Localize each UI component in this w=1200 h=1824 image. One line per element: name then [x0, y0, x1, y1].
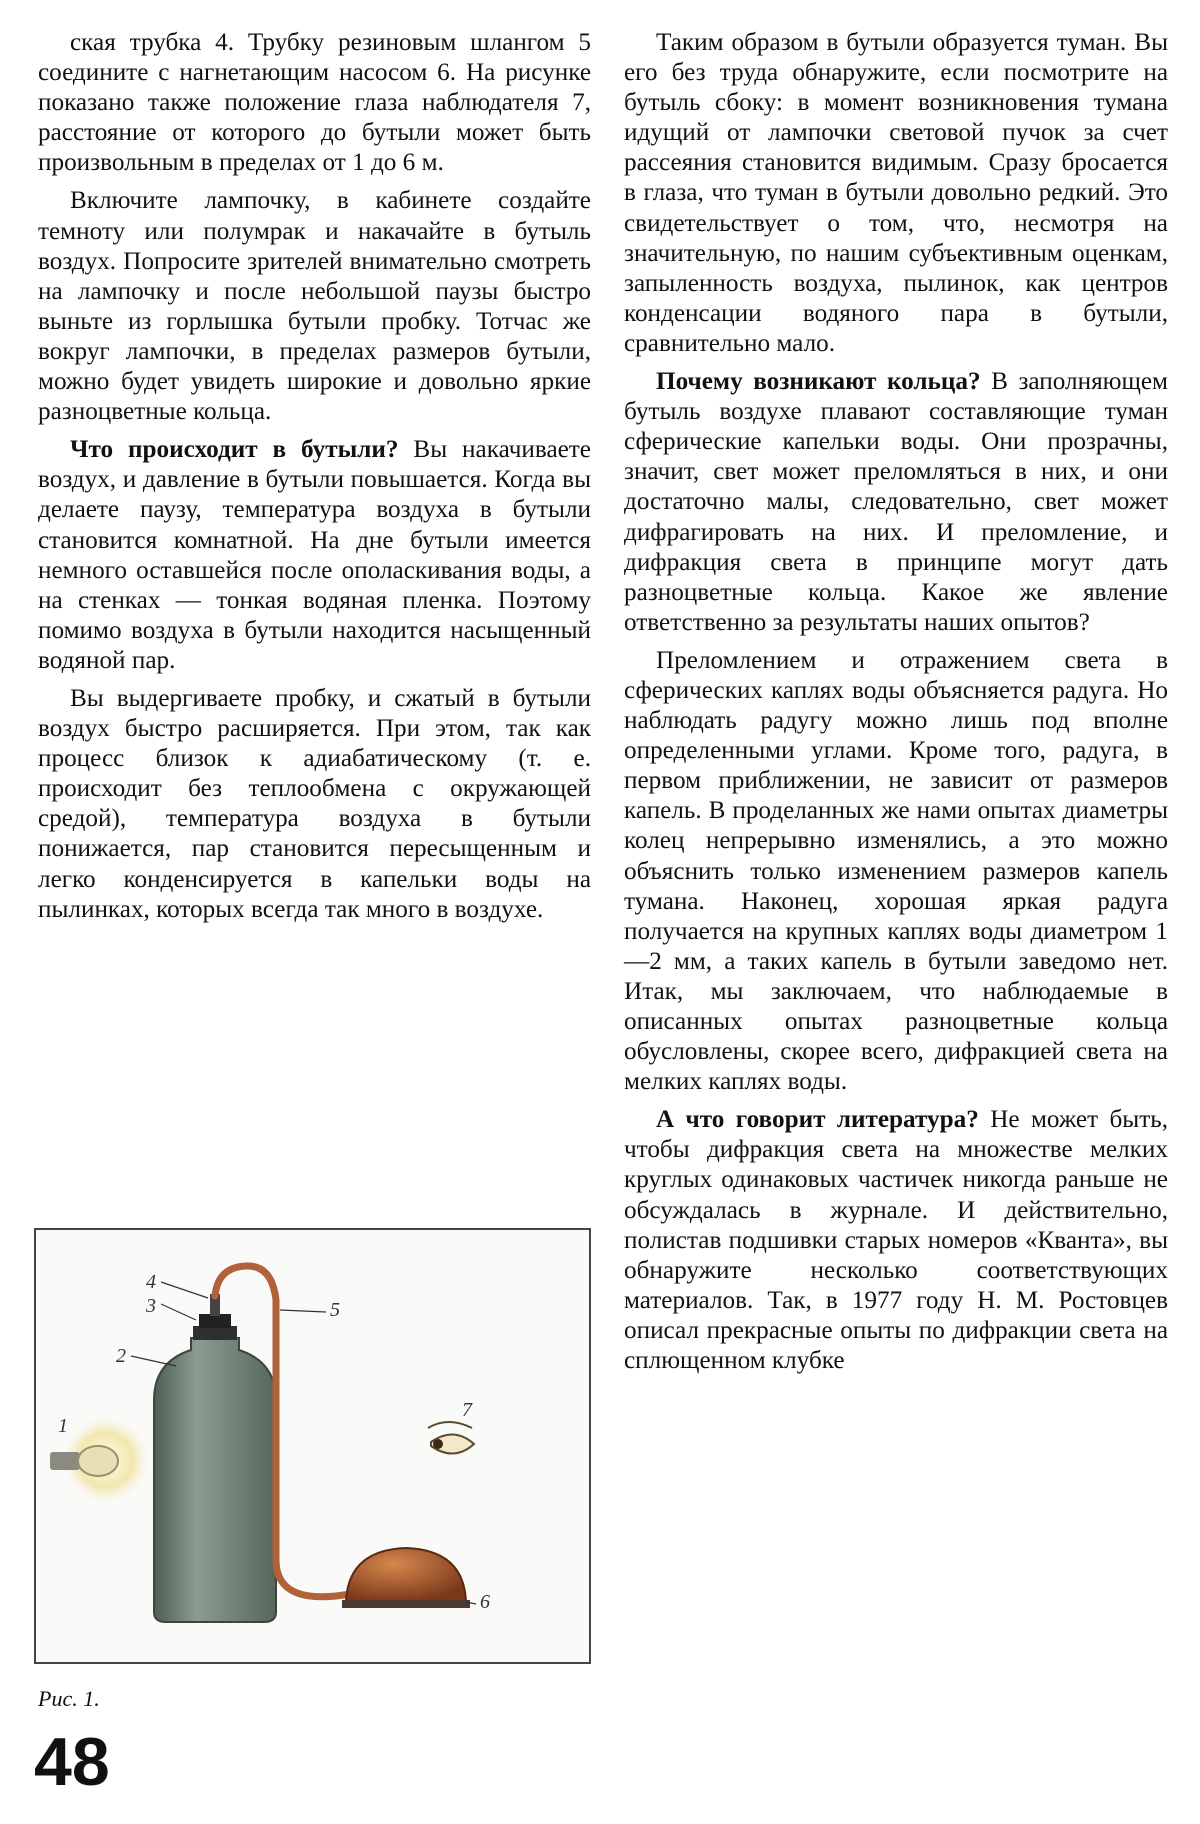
- bottle-illustration: [36, 1230, 589, 1662]
- lamp-icon: [50, 1446, 118, 1476]
- paragraph-lead: Включите лампочку, в кабинете создайте темноту или полумрак и накачайте в бутыль воздух. Попросите зрителей внимательно смотреть на лампочку и после небольшой паузы быстро выньте из горлышка бутыли пробку. Тотчас же вокруг лампочки, в пределах размеров бутыли, можно будет увидеть широкие и довольно яркие разноцветные кольца.: [38, 187, 591, 426]
- paragraph-lead: Что происходит в бутыли?: [70, 436, 399, 464]
- figure-label-1: 1: [58, 1415, 68, 1437]
- paragraph: [624, 367, 1168, 638]
- paragraph-lead: А что говорит литература?: [656, 1106, 979, 1134]
- paragraph: Таким образом в бутыли образуется туман. Вы его без труда обнаружите, если посмотрите на бутыль сбоку: в момент возникновения тумана идущий от лампочки световой пучок за счет рассеяния становится видимым. Сразу бросается в глаза, что туман в бутыли довольно редкий. Это свидетельствует о том, что, несмотря на значительную, по нашим субъективным оценкам, запыленность воздуха, пылинок, как центров конденсации водяного пара в бутыли, сравнительно мало.: [624, 29, 1168, 357]
- paragraph-body: Вы накачиваете воздух, и давление в бутыли повышается. Когда вы делаете паузу, температура воздуха в бутыли становится комнатной. На дне бутыли имеется немного оставшейся после ополаскивания воды, а на стенках — тонкая водяная пленка. Поэтому помимо воздуха в бутыли находится насыщенный водяной пар.: [38, 436, 591, 674]
- page-number: 48: [34, 1724, 110, 1800]
- paragraph-body: В заполняющем бутыль воздухе плавают составляющие туман сферические капельки воды. Они прозрачны, значит, свет может преломляться в них, и они достаточно малы, следовательно, свет может дифрагировать на них. И преломление, и дифракция света в принципе могут дать разноцветные кольца. Какое же явление ответственно за результаты наших опытов?: [624, 368, 1168, 636]
- paragraph-body: Не может быть, чтобы дифракция света на множестве мелких круглых одинаковых частичек никогда раньше не обсуждалась в журнале. И действительно, полистав подшивки старых номеров «Кванта», вы обнаружите несколько соответствующих материалов. Так, в 1977 году Н. М. Ростовцев описал прекрасные опыты по дифракции света на сплющенном клубке: [624, 1106, 1169, 1375]
- figure-label-7: 7: [462, 1399, 472, 1421]
- paragraph: ская трубка 4. Трубку резиновым шлангом 5 соедините с нагнетающим насосом 6. На рисунке показано также положение глаза наблюдателя 7, расстояние от которого до бутыли может быть произвольным в пределах от 1 до 6 м.: [38, 29, 591, 177]
- bottle-icon: [154, 1294, 276, 1622]
- paragraph: [624, 1105, 1168, 1376]
- right-column: [624, 28, 1168, 1384]
- figure-label-2: 2: [116, 1345, 126, 1367]
- pump-icon: [342, 1548, 470, 1608]
- paragraph: [38, 186, 591, 427]
- paragraph: [38, 435, 591, 676]
- figure-label-4: 4: [146, 1271, 156, 1293]
- figure-bottle-experiment: [34, 1228, 591, 1664]
- figure-label-3: 3: [146, 1295, 156, 1317]
- figure-label-6: 6: [480, 1591, 490, 1613]
- figure-caption: Рис. 1.: [38, 1686, 100, 1711]
- paragraph: Преломлением и отражением света в сферических каплях воды объясняется радуга. Но наблюдать радугу можно лишь под вполне определенными углами. Кроме того, радуга, в первом приближении, не зависит от размеров капель. В проделанных же нами опытах диаметры колец непрерывно изменялись, а это можно объяснить только изменением размеров капель тумана. Наконец, хорошая яркая радуга получается на крупных каплях воды диаметром 1—2 мм, а таких капель в бутыли заведомо нет. Итак, мы заключаем, что наблюдаемые в описанных опытах разноцветные кольца обусловлены, скорее всего, дифракцией света на мелких каплях воды.: [624, 646, 1168, 1096]
- figure-label-5: 5: [330, 1299, 340, 1321]
- left-column: [38, 28, 591, 933]
- paragraph: Вы выдергиваете пробку, и сжатый в бутыли воздух быстро расширяется. При этом, так как процесс близок к адиабатическому (т. е. происходит без теплообмена с окружающей средой), температура воздуха в бутыли понижается, пар становится пересыщенным и легко конденсируется в капельки воды на пылинках, которых всегда так много в воздухе.: [38, 684, 591, 923]
- eye-icon: [428, 1422, 474, 1454]
- paragraph-lead: Почему возникают кольца?: [656, 368, 981, 396]
